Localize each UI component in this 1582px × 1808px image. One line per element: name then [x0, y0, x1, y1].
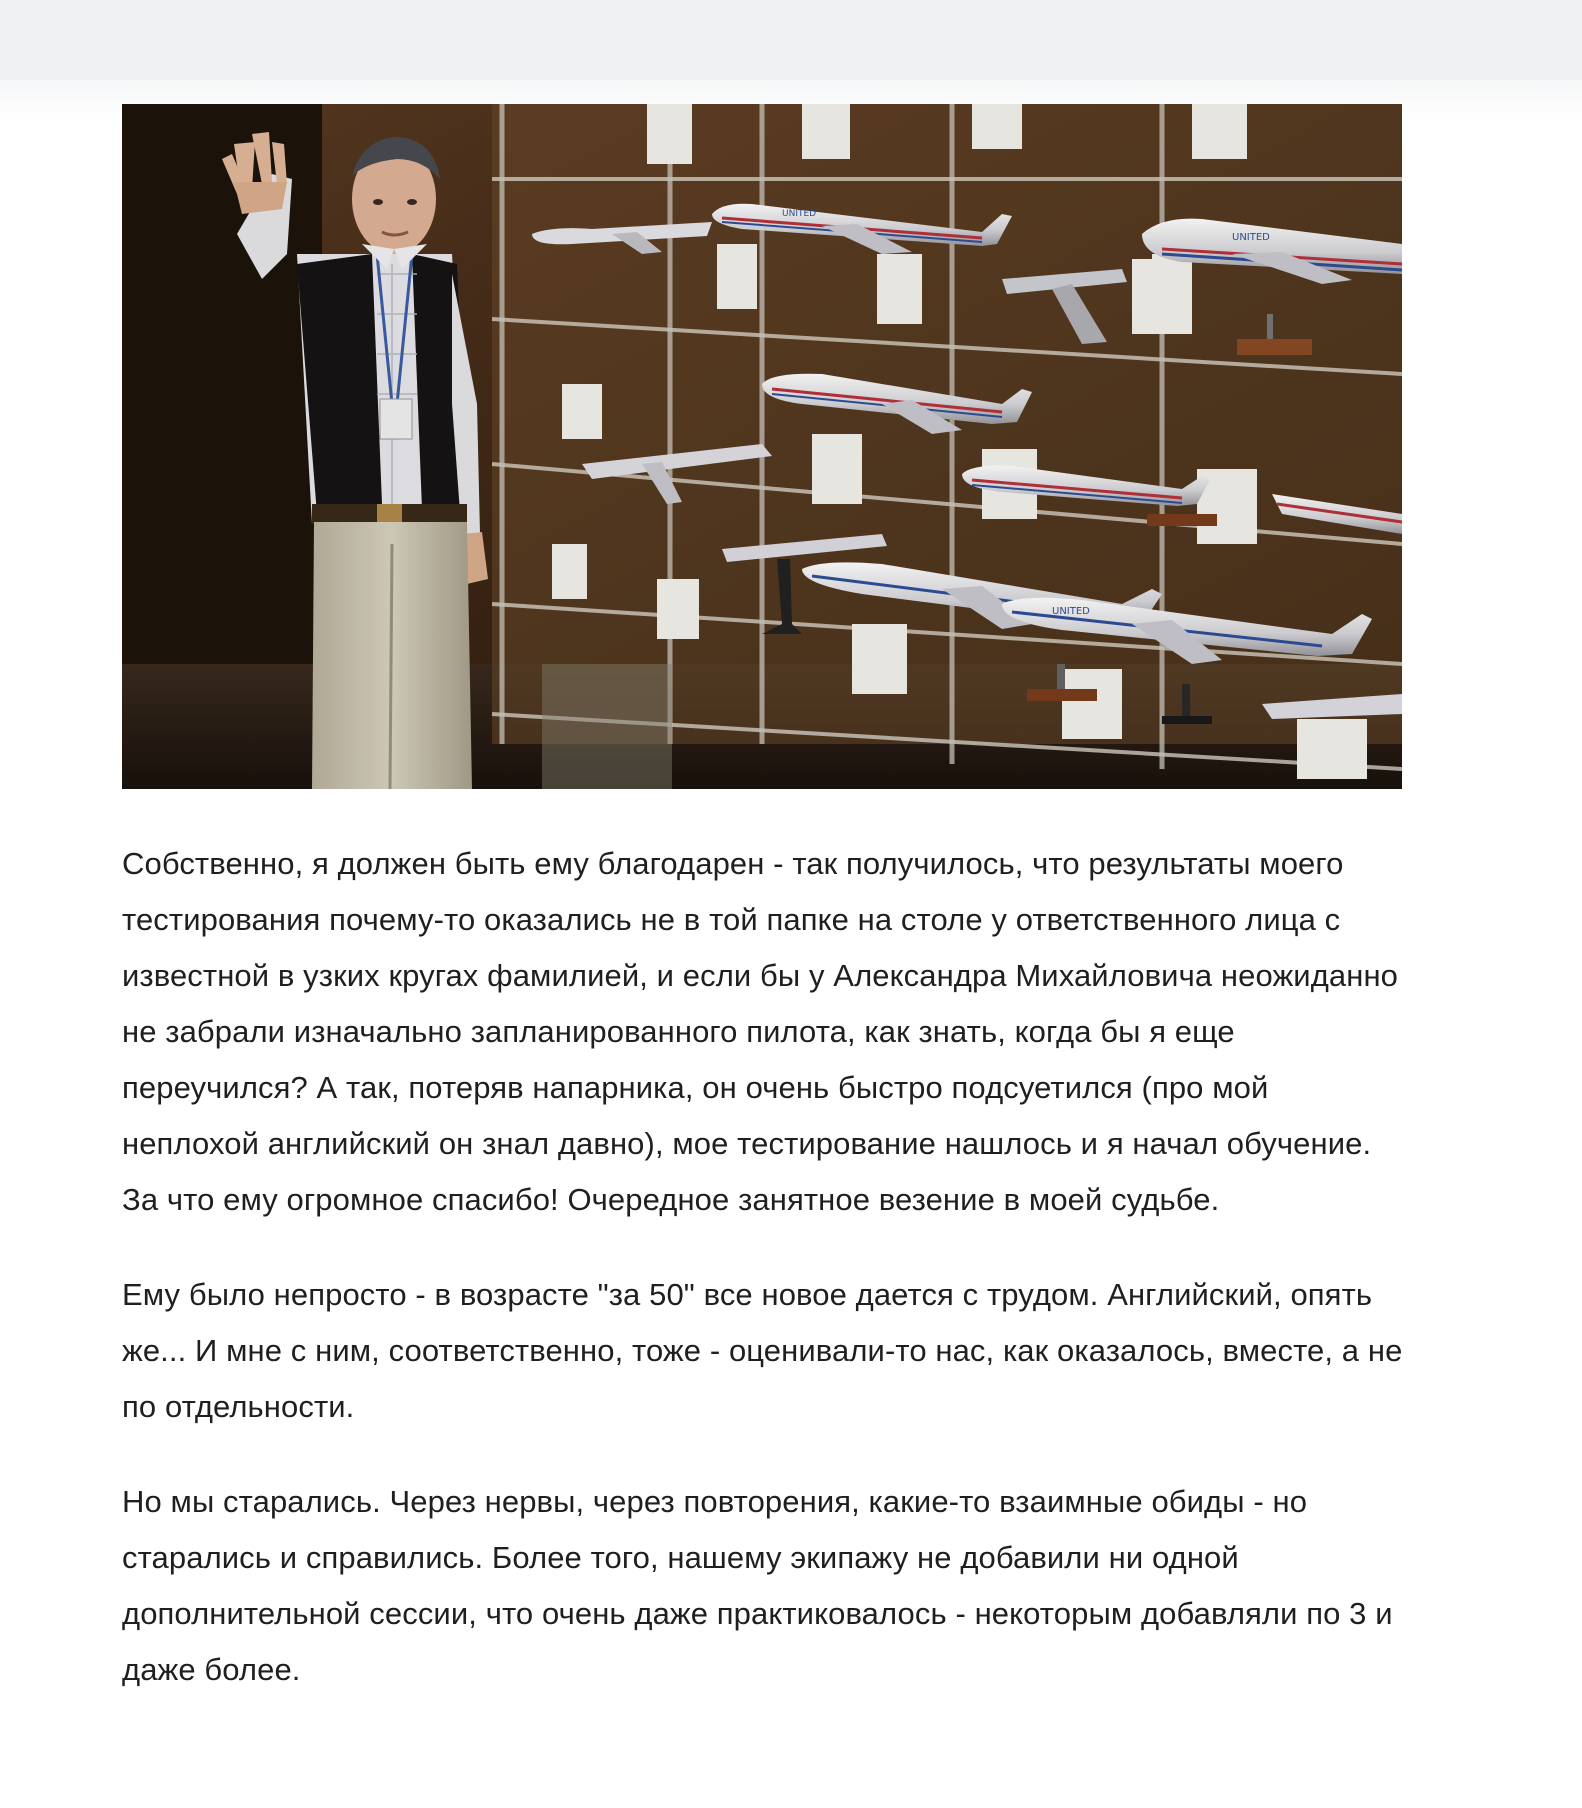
article-paragraph-2: Ему было непросто - в возрасте "за 50" все новое дается с трудом. Английский, опять же... И мне с ним, соответственно, тоже - оценивали-то нас, как оказалось, вместе, а не по отдельности.: [122, 1277, 1403, 1424]
livery-text-1: UNITED: [1232, 232, 1270, 243]
article-paragraph-1: Собственно, я должен быть ему благодарен - так получилось, что результаты моего тестирования почему-то оказались не в той папке на столе у ответственного лица с известной в узких кругах фамилией, и если бы у Александра Михайловича неожиданно не забрали изначально запланированного пилота, как знать, когда бы я еще переучился? А так, потеряв напарника, он очень быстро подсуетился (про мой неплохой английский он знал давно), мое тестирование нашлось и я начал обучение. За что ему огромное спасибо! Очередное занятное везение в моей судьбе.: [122, 846, 1399, 1217]
livery-text-3: UNITED: [1052, 606, 1090, 617]
article-body: [122, 104, 1402, 1698]
livery-text-2: UNITED: [782, 209, 817, 219]
photo-illustration: [122, 104, 1402, 789]
browser-top-bar: [0, 0, 1582, 81]
article-photo: [122, 104, 1402, 789]
article-paragraph-3: Но мы старались. Через нервы, через повторения, какие-то взаимные обиды - но старались и справились. Более того, нашему экипажу не добавили ни одной дополнительной сессии, что очень даже практиковалось - некоторым добавляли по 3 и даже более.: [122, 1484, 1393, 1687]
